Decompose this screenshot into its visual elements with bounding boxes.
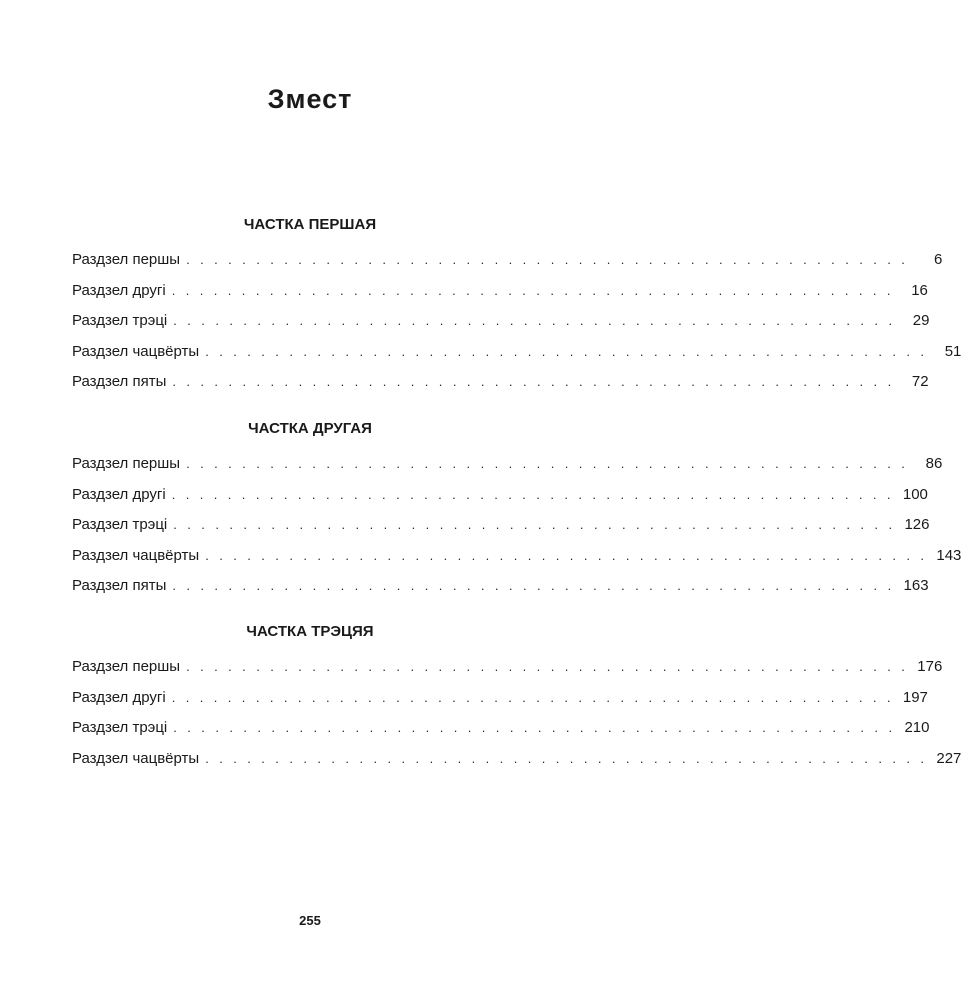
toc-entry-label: Раздзел трэці xyxy=(72,516,168,533)
toc-entry-page: 210 xyxy=(904,719,930,736)
toc-entry-label: Раздзел чацвёрты xyxy=(72,749,200,767)
dot-leader: . . . . . . . . . . . . . . . . . . . . . . . . . . . . . . . . . . . . . . . . . . . . . . . . . . . . xyxy=(172,374,895,389)
toc-entry-label: Раздзел чацвёрты xyxy=(72,546,200,564)
toc-entry[interactable] xyxy=(72,276,928,307)
toc-entry[interactable] xyxy=(72,306,930,337)
toc-entry-page: 176 xyxy=(917,658,943,675)
toc-entry-page: 163 xyxy=(903,577,929,594)
toc-entry-label: Раздзел першы xyxy=(72,658,181,675)
toc-entry[interactable] xyxy=(72,683,928,714)
dot-leader: . . . . . . . . . . . . . . . . . . . . . . . . . . . . . . . . . . . . . . . . . . . . . . . . . . . . xyxy=(186,252,909,267)
toc-entry-label: Раздзел пяты xyxy=(72,577,167,594)
toc-entry-label: Раздзел другі xyxy=(72,281,166,299)
dot-leader: . . . . . . . . . . . . . . . . . . . . . . . . . . . . . . . . . . . . . . . . . . . . . . . . . . . . xyxy=(173,517,896,532)
toc-entry[interactable] xyxy=(72,541,961,572)
toc-entry-label: Раздзел чацвёрты xyxy=(72,342,200,360)
dot-leader: . . . . . . . . . . . . . . . . . . . . . . . . . . . . . . . . . . . . . . . . . . . . . . . . . . . . xyxy=(186,456,909,471)
dot-leader: . . . . . . . . . . . . . . . . . . . . . . . . . . . . . . . . . . . . . . . . . . . . . . . . . . . . xyxy=(171,689,894,705)
toc-entry[interactable] xyxy=(72,367,929,398)
toc-entry-label: Раздзел другі xyxy=(72,688,166,706)
toc-entry-page: 51 xyxy=(944,342,961,360)
toc-entry-page: 72 xyxy=(911,373,929,390)
toc-entry[interactable] xyxy=(72,744,961,775)
toc-entry-page: 197 xyxy=(902,688,928,706)
toc-part xyxy=(72,621,961,774)
toc-entry-page: 16 xyxy=(911,281,928,299)
toc-entry[interactable] xyxy=(72,245,943,276)
toc-entry-label: Раздзел першы xyxy=(72,251,181,268)
dot-leader: . . . . . . . . . . . . . . . . . . . . . . . . . . . . . . . . . . . . . . . . . . . . . . . . . . . . xyxy=(173,313,896,328)
toc-entry-page: 126 xyxy=(904,516,930,533)
toc-entry[interactable] xyxy=(72,480,928,511)
dot-leader: . . . . . . . . . . . . . . . . . . . . . . . . . . . . . . . . . . . . . . . . . . . . . . . . . . . . xyxy=(205,750,928,766)
toc-entry-label: Раздзел пяты xyxy=(72,373,167,390)
dot-leader: . . . . . . . . . . . . . . . . . . . . . . . . . . . . . . . . . . . . . . . . . . . . . . . . . . . . xyxy=(205,547,928,563)
part-heading: ЧАСТКА ДРУГАЯ xyxy=(248,420,372,437)
part-heading: ЧАСТКА ТРЭЦЯЯ xyxy=(246,623,374,640)
toc-entry-label: Раздзел першы xyxy=(72,455,181,472)
toc-entry-label: Раздзел трэці xyxy=(72,719,168,736)
dot-leader: . . . . . . . . . . . . . . . . . . . . . . . . . . . . . . . . . . . . . . . . . . . . . . . . . . . . xyxy=(172,578,895,593)
toc-entry-label: Раздзел другі xyxy=(72,485,166,503)
toc-entry[interactable] xyxy=(72,652,943,683)
dot-leader: . . . . . . . . . . . . . . . . . . . . . . . . . . . . . . . . . . . . . . . . . . . . . . . . . . . . xyxy=(171,486,894,502)
dot-leader: . . . . . . . . . . . . . . . . . . . . . . . . . . . . . . . . . . . . . . . . . . . . . . . . . . . . xyxy=(173,720,896,735)
toc-entry-page: 143 xyxy=(936,546,961,564)
dot-leader: . . . . . . . . . . . . . . . . . . . . . . . . . . . . . . . . . . . . . . . . . . . . . . . . . . . . xyxy=(186,659,909,674)
page-title: Змест xyxy=(267,84,353,114)
toc-entry-page: 6 xyxy=(933,251,943,268)
toc-entry-page: 86 xyxy=(925,455,943,472)
toc-part xyxy=(72,214,961,398)
toc-entry-page: 100 xyxy=(902,485,928,503)
toc-entry-page: 29 xyxy=(912,312,930,329)
dot-leader: . . . . . . . . . . . . . . . . . . . . . . . . . . . . . . . . . . . . . . . . . . . . . . . . . . . . xyxy=(171,282,894,298)
toc-entry[interactable] xyxy=(72,449,943,480)
toc-entry-label: Раздзел трэці xyxy=(72,312,168,329)
toc-entry[interactable] xyxy=(72,713,930,744)
toc-entry[interactable] xyxy=(72,337,961,368)
toc-part xyxy=(72,418,961,602)
dot-leader: . . . . . . . . . . . . . . . . . . . . . . . . . . . . . . . . . . . . . . . . . . . . . . . . . . . . xyxy=(205,343,928,359)
toc-entry[interactable] xyxy=(72,571,929,602)
toc-entry-page: 227 xyxy=(936,749,961,767)
toc-entry[interactable] xyxy=(72,510,930,541)
part-heading: ЧАСТКА ПЕРШАЯ xyxy=(243,216,377,233)
page-number: 255 xyxy=(299,913,321,928)
